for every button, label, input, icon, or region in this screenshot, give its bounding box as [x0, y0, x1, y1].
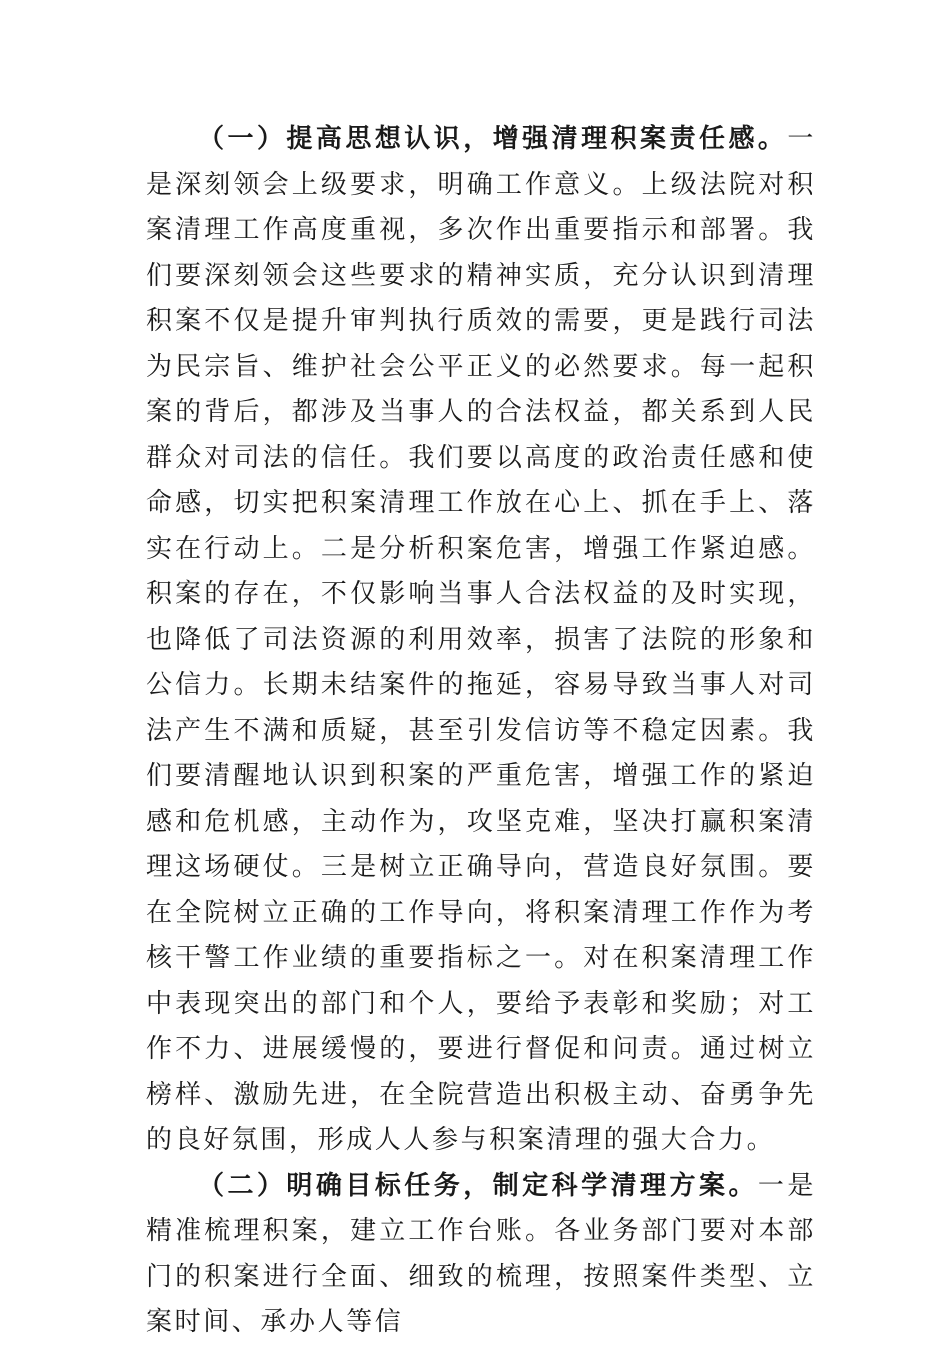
paragraph-1-text: 一是深刻领会上级要求，明确工作意义。上级法院对积案清理工作高度重视，多次作出重要指示和部署。我们要深刻领会这些要求的精神实质，充分认识到清理积案不仅是提升审判执行质效的需要，更是践行司法为民宗旨、维护社会公平正义的必然要求。每一起积案的背后，都涉及当事人的合法权益，都关系到人民群众对司法的信任。我们要以高度的政治责任感和使命感，切实把积案清理工作放在心上、抓在手上、落实在行动上。二是分析积案危害，增强工作紧迫感。积案的存在，不仅影响当事人合法权益的及时实现，也降低了司法资源的利用效率，损害了法院的形象和公信力。长期未结案件的拖延，容易导致当事人对司法产生不满和质疑，甚至引发信访等不稳定因素。我们要清醒地认识到积案的严重危害，增强工作的紧迫感和危机感，主动作为，攻坚克难，坚决打赢积案清理这场硬仗。三是树立正确导向，营造良好氛围。要在全院树立正确的工作导向，将积案清理工作作为考核干警工作业绩的重要指标之一。对在积案清理工作中表现突出的部门和个人，要给予表彰和奖励；对工作不力、进展缓慢的，要进行督促和问责。通过树立榜样、激励先进，在全院营造出积极主动、奋勇争先的良好氛围，形成人人参与积案清理的强大合力。 — [146, 124, 816, 1155]
paragraph-2-text: 一是精准梳理积案，建立工作台账。各业务部门要对本部门的积案进行全面、细致的梳理，按照案件类型、立案时间、承办人等信 — [146, 1170, 816, 1337]
paragraph-2 — [146, 1164, 816, 1346]
paragraph-2-heading: （二）明确目标任务，制定科学清理方案。 — [198, 1170, 758, 1201]
paragraph-1 — [146, 117, 816, 1164]
document-body — [146, 117, 816, 1346]
paragraph-1-heading: （一）提高思想认识，增强清理积案责任感。 — [198, 124, 788, 154]
